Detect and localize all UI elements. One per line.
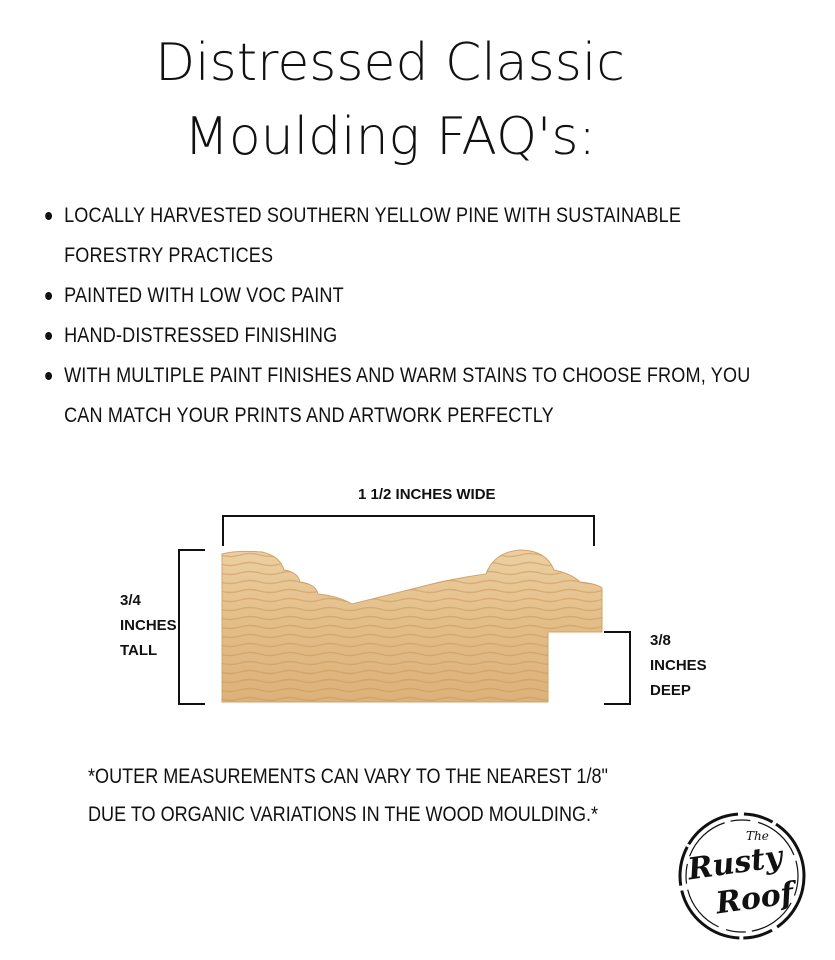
height-label-line: 3/4: [120, 592, 141, 609]
height-label-line: TALL: [120, 642, 158, 659]
bullet-icon: [45, 212, 52, 220]
depth-bracket: [604, 632, 630, 704]
faq-item-text: PAINTED WITH LOW VOC PAINT: [64, 284, 344, 307]
depth-label-line: INCHES: [650, 657, 707, 674]
height-bracket: [179, 550, 205, 704]
depth-label-line: DEEP: [650, 682, 691, 699]
faq-item-text: WITH MULTIPLE PAINT FINISHES AND WARM STAINS TO CHOOSE FROM, YOU CAN MATCH YOUR PRINTS AND ARTWORK PERFECTLY: [64, 364, 751, 427]
depth-label-line: 3/8: [650, 632, 671, 649]
title-line-1: Distressed Classic: [155, 33, 625, 93]
bullet-icon: [45, 332, 52, 340]
faq-item: [40, 356, 767, 436]
faq-item: [40, 316, 767, 356]
logo-word-2: Roof: [713, 875, 796, 922]
logo-the: The: [746, 829, 769, 843]
bullet-icon: [45, 372, 52, 380]
page-title: [0, 26, 780, 174]
moulding-diagram: [0, 470, 835, 730]
faq-list: [40, 196, 770, 436]
logo-drawing: [672, 806, 812, 946]
faq-item: [40, 276, 767, 316]
logo-word-1: Rusty: [685, 839, 785, 888]
bullet-icon: [45, 292, 52, 300]
height-label-line: INCHES: [120, 617, 177, 634]
width-label: 1 1/2 INCHES WIDE: [358, 486, 496, 503]
height-label: [120, 588, 177, 663]
title-line-2: Moulding FAQ's:: [184, 107, 596, 167]
wood-profile: [222, 550, 602, 702]
rusty-roof-logo: [672, 806, 812, 946]
width-bracket: [223, 516, 594, 546]
depth-label: [650, 628, 707, 703]
faq-item-text: HAND-DISTRESSED FINISHING: [64, 324, 338, 347]
faq-item: [40, 196, 767, 276]
measurement-note: *OUTER MEASUREMENTS CAN VARY TO THE NEAREST 1/8" DUE TO ORGANIC VARIATIONS IN THE WOOD MOULDING.*: [88, 765, 608, 826]
faq-item-text: LOCALLY HARVESTED SOUTHERN YELLOW PINE WITH SUSTAINABLE FORESTRY PRACTICES: [64, 204, 682, 267]
